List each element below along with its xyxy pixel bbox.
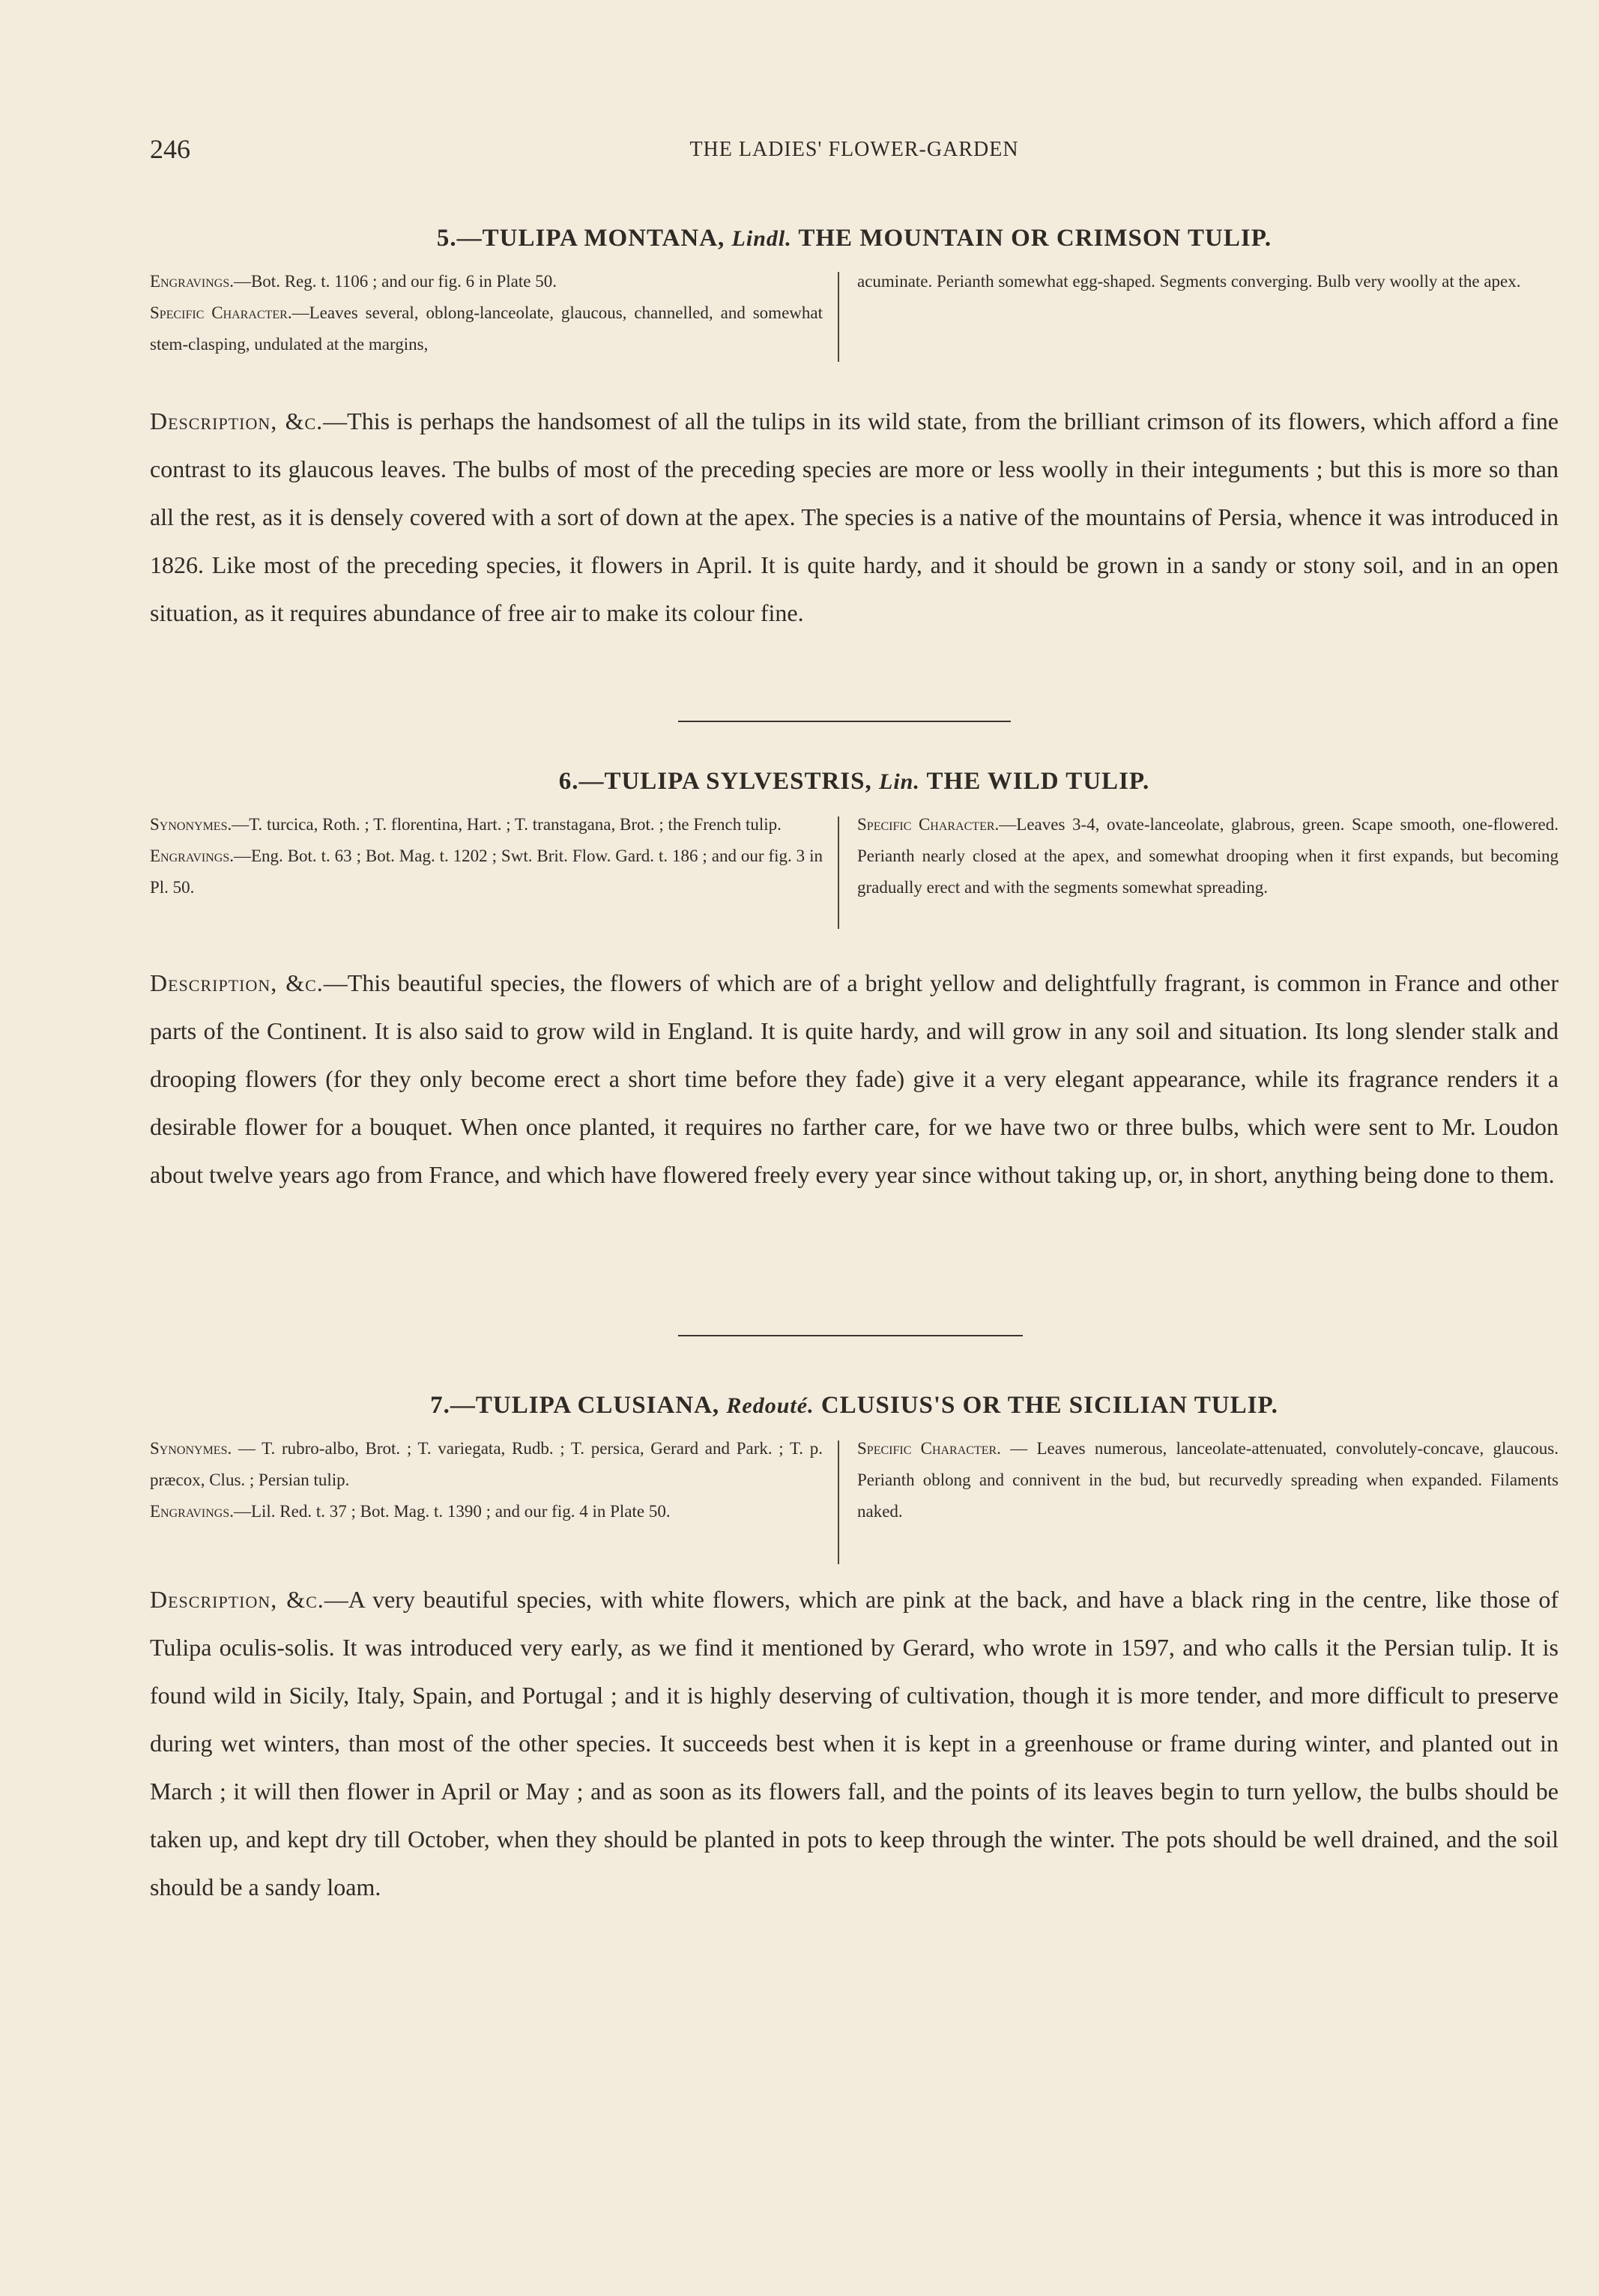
label-synonymes: Synonymes. xyxy=(150,815,232,834)
section-tulipa-sylvestris xyxy=(150,768,1559,1188)
label-synonymes: Synonymes. xyxy=(150,1439,232,1458)
description-paragraph: Description, &c.—A very beautiful species, with white flowers, which are pink at the back, and have a black ring in the centre, like those of Tulipa oculis-solis. It was introduced very early, as we find it mentioned by Gerard, who wrote in 1597, and who calls it the Persian tulip. It is found wild in Sicily, Italy, Spain, and Portugal ; and it is highly deserving of cultivation, though it is more tender, and more difficult to preserve during wet winters, than most of the other species. It succeeds best when it is kept in a greenhouse or frame during winter, and planted out in March ; it will then flower in April or May ; and as soon as its flowers fall, and the points of its leaves begin to turn yellow, the bulbs should be taken up, and kept dry till October, when they should be planted in pots to keep through the winter. The pots should be well drained, and the soil should be a sandy loam. xyxy=(150,1586,1559,1900)
label-specific-character: Specific Character. xyxy=(150,303,292,322)
synopsis-right: Specific Character. — Leaves numerous, lanceolate-attenuated, convolutely-concave, glaucous. Perianth oblong and connivent in the bud, but recurvedly spreading when expanded. Filaments naked. xyxy=(857,1439,1559,1521)
synopsis-right: Specific Character.—Leaves 3-4, ovate-lanceolate, glabrous, green. Scape smooth, one-flowered. Perianth nearly closed at the apex, and somewhat drooping when it first expands, but becoming gradually erect and with the segments somewhat spreading. xyxy=(857,815,1559,897)
label-engravings: Engravings. xyxy=(150,272,234,291)
label-engravings: Engravings. xyxy=(150,846,234,865)
synopsis-left: Engravings.—Bot. Reg. t. 1106 ; and our fig. 6 in Plate 50. Specific Character.—Leaves several, oblong-lanceolate, glaucous, channelled, and somewhat stem-clasping, undulated at the margins, xyxy=(150,272,823,354)
description-paragraph: Description, &c.—This is perhaps the handsomest of all the tulips in its wild state, from the brilliant crimson of its flowers, which afford a fine contrast to its glaucous leaves. The bulbs of most of the preceding species are more or less woolly in their integuments ; but this is more so than all the rest, as it is densely covered with a sort of down at the apex. The species is a native of the mountains of Persia, whence it was introduced in 1826. Like most of the preceding species, it flowers in April. It is quite hardy, and it should be grown in a sandy or stony soil, and in an open situation, as it requires abundance of free air to make its colour fine. xyxy=(150,408,1559,626)
section-tulipa-montana xyxy=(150,225,1559,626)
synopsis-left: Synonymes. — T. rubro-albo, Brot. ; T. variegata, Rudb. ; T. persica, Gerard and Park. ; T. p. præcox, Clus. ; Persian tulip. Engravings.—Lil. Red. t. 37 ; Bot. Mag. t. 1390 ; and our fig. 4 in Plate 50. xyxy=(150,1439,823,1521)
section-divider xyxy=(678,721,1011,722)
section-heading: 5.—TULIPA MONTANA, Lindl. THE MOUNTAIN OR CRIMSON TULIP. xyxy=(436,225,1272,252)
description-paragraph: Description, &c.—This beautiful species, the flowers of which are of a bright yellow and delightfully fragrant, is common in France and other parts of the Continent. It is also said to grow wild in England. It is quite hardy, and will grow in any soil and situation. Its long slender stalk and drooping flowers (for they only become erect a short time before they fade) give it a very elegant appearance, while its fragrance renders it a desirable flower for a bouquet. When once planted, it requires no farther care, for we have two or three bulbs, which were sent to Mr. Loudon about twelve years ago from France, and which have flowered freely every year since without taking up, or, in short, anything being done to them. xyxy=(150,969,1559,1188)
column-divider xyxy=(838,1441,839,1564)
label-engravings: Engravings. xyxy=(150,1502,234,1521)
section-heading: 7.—TULIPA CLUSIANA, Redouté. CLUSIUS'S OR THE SICILIAN TULIP. xyxy=(430,1392,1278,1419)
section-tulipa-clusiana xyxy=(150,1392,1559,1900)
page-number: 246 xyxy=(150,134,190,164)
label-specific-character: Specific Character. xyxy=(857,1439,1001,1458)
running-title: THE LADIES' FLOWER-GARDEN xyxy=(689,138,1019,161)
column-divider xyxy=(838,817,839,929)
section-divider xyxy=(678,1335,1023,1336)
running-header xyxy=(150,133,1559,171)
synopsis-left: Synonymes.—T. turcica, Roth. ; T. florentina, Hart. ; T. transtagana, Brot. ; the French tulip. Engravings.—Eng. Bot. t. 63 ; Bot. Mag. t. 1202 ; Swt. Brit. Flow. Gard. t. 186 ; and our fig. 3 in Pl. 50. xyxy=(150,815,823,897)
section-heading: 6.—TULIPA SYLVESTRIS, Lin. THE WILD TULIP. xyxy=(558,768,1150,795)
label-specific-character: Specific Character. xyxy=(857,815,1000,834)
column-divider xyxy=(838,272,839,362)
synopsis-right: acuminate. Perianth somewhat egg-shaped. Segments converging. Bulb very woolly at the apex. xyxy=(857,272,1521,291)
